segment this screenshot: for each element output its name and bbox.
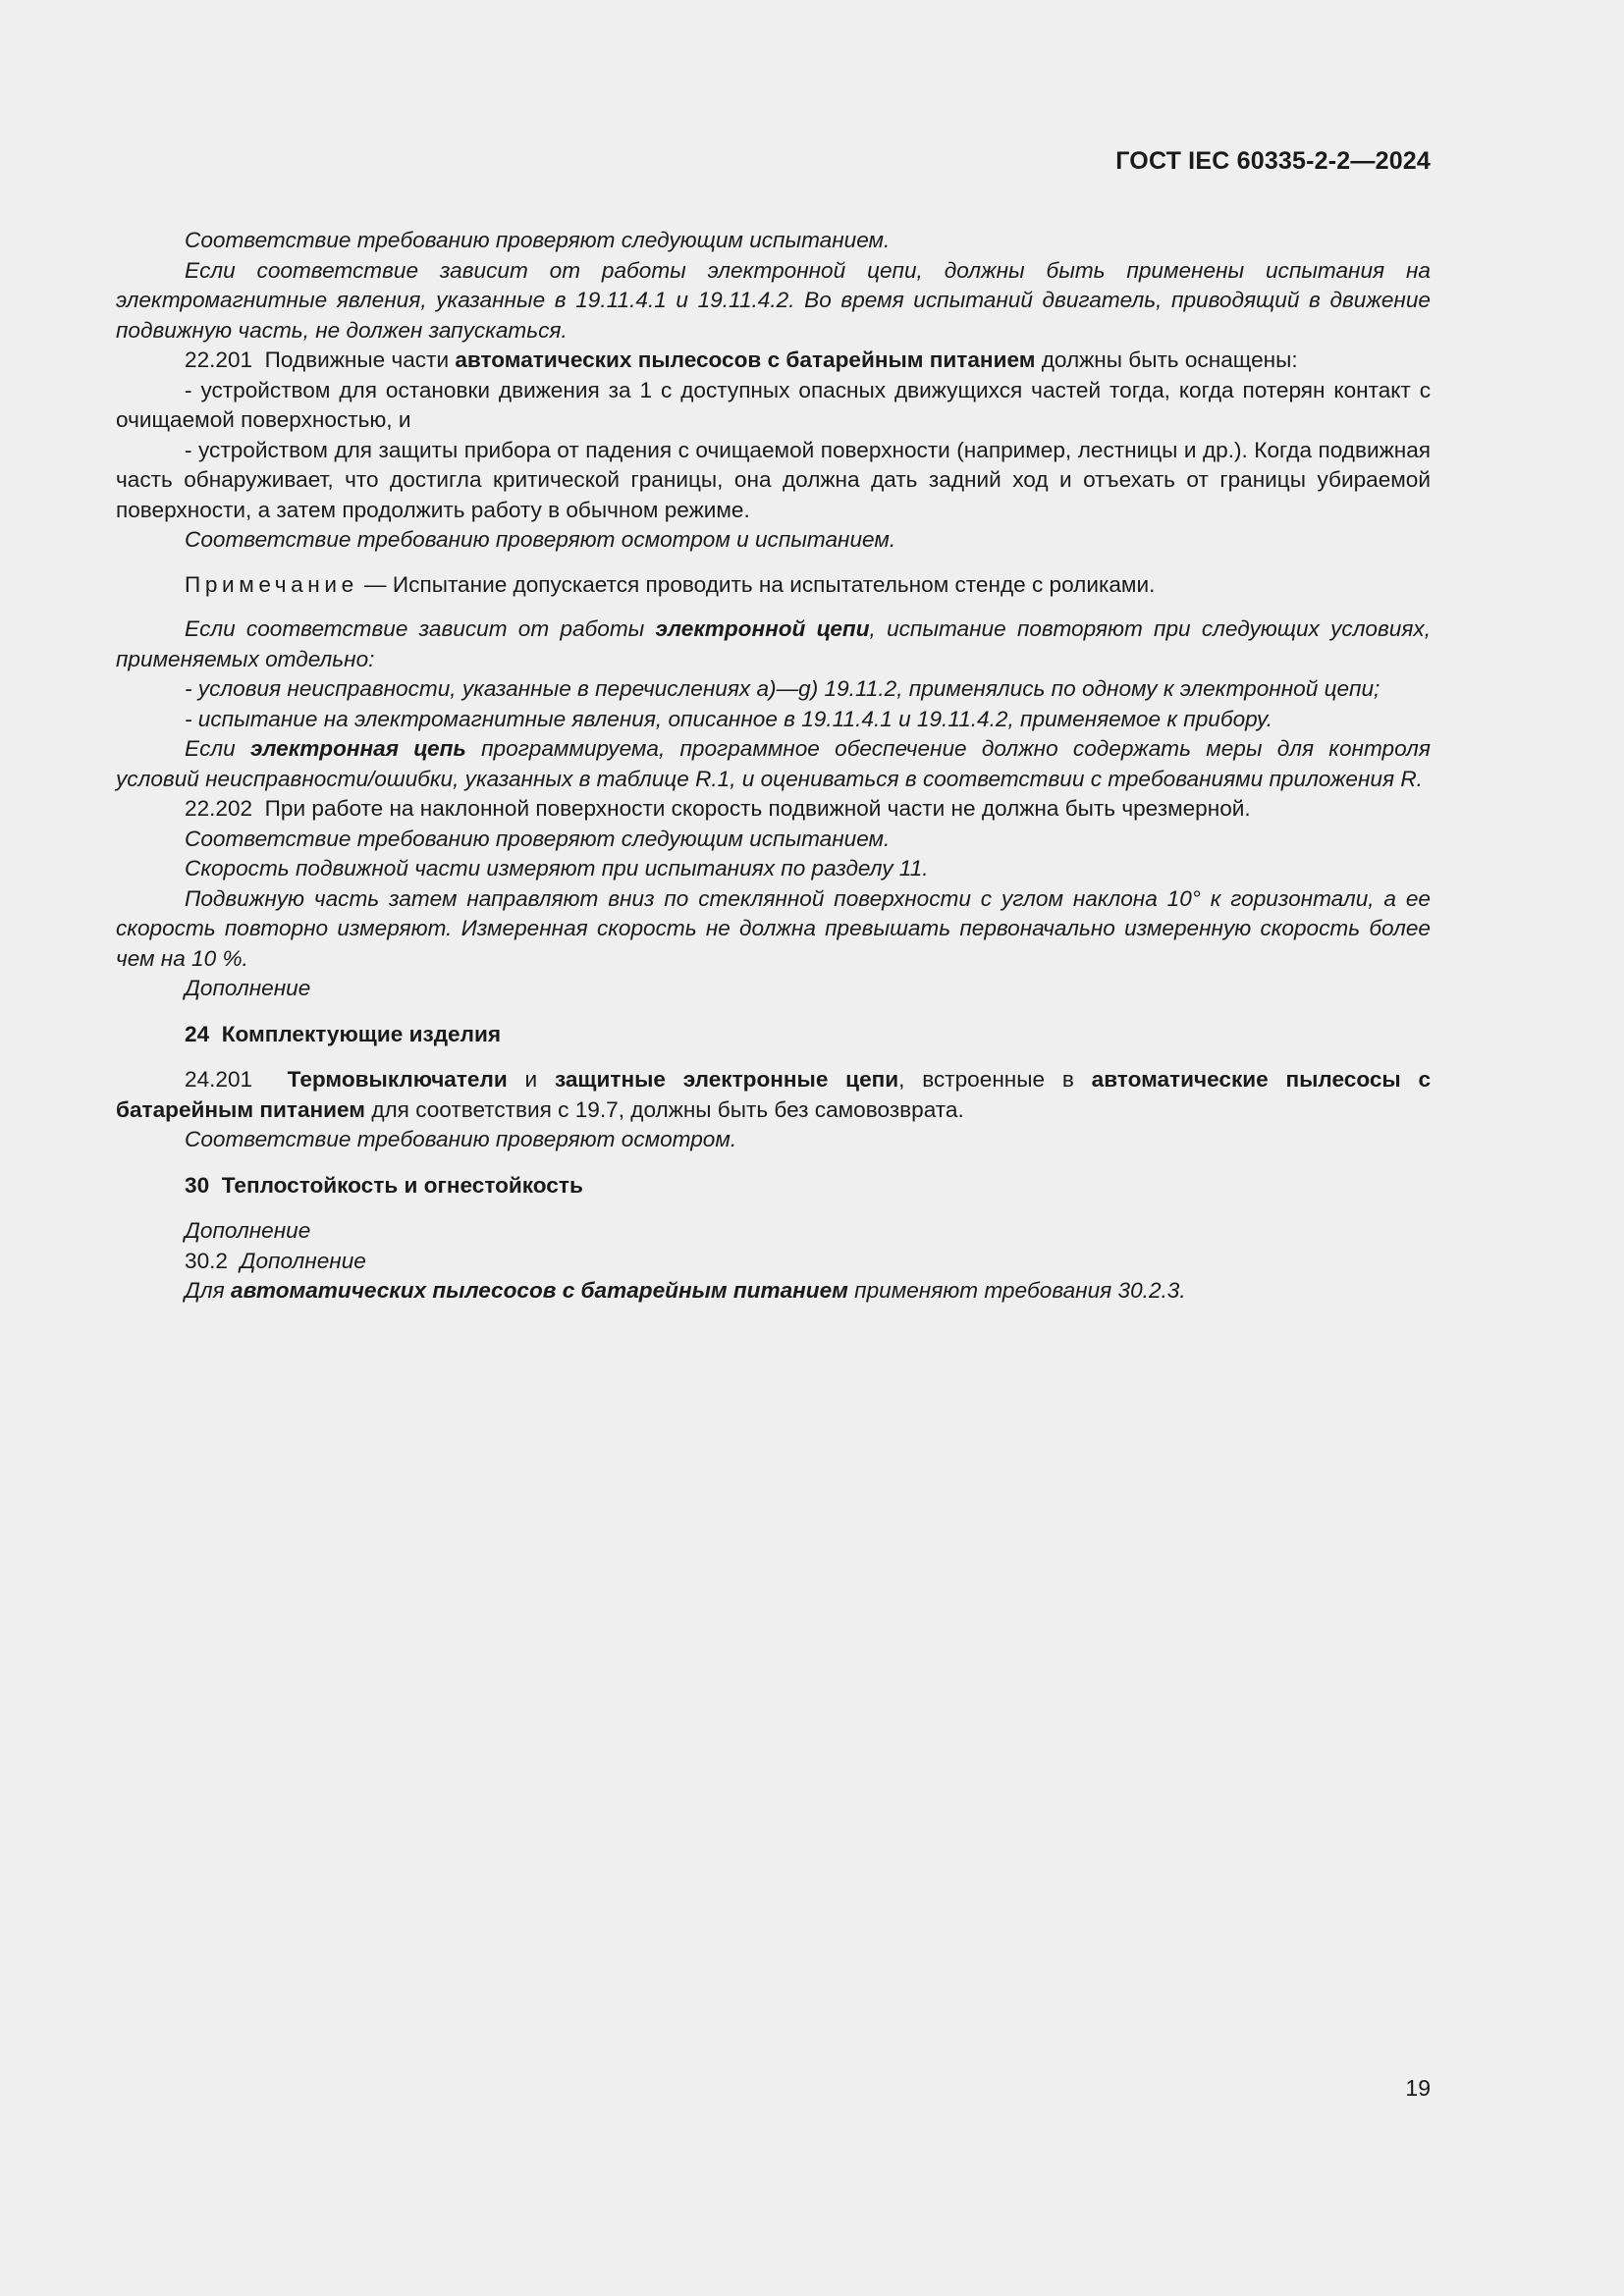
section-title: Теплостойкость и огнестойкость	[221, 1172, 583, 1198]
paragraph: Подвижную часть затем направляют вниз по стеклянной поверхности с углом наклона 10° к горизонтали, а ее скорость повторно измеряют. Измеренная скорость не должна превышать первоначально измеренную скорость более чем на 10 %.	[116, 885, 1431, 971]
paragraph: Соответствие требованию проверяют осмотром.	[185, 1127, 737, 1151]
clause-22-202	[116, 794, 1431, 825]
list-item: - испытание на электромагнитные явления, описанное в 19.11.4.1 и 19.11.4.2, применяемое к прибору.	[185, 706, 1273, 731]
defined-term: электронной цепи	[655, 616, 870, 641]
note-label: Примечание	[185, 571, 358, 597]
clause-number: 24.201	[185, 1067, 253, 1092]
text-run: Если соответствие зависит от работы	[185, 616, 645, 641]
defined-term: защитные электронные цепи	[554, 1067, 899, 1092]
text-run: применяют требования 30.2.3.	[854, 1278, 1186, 1303]
defined-term: электронная цепь	[249, 736, 466, 761]
text-run: Если	[185, 736, 236, 761]
clause-number: 30.2	[185, 1248, 228, 1273]
list-item: - устройством для защиты прибора от падения с очищаемой поверхности (например, лестницы и др.). Когда подвижная часть обнаруживает, что достигла критической границы, она должна дать задний ход и отъехать от границы убираемой поверхности, а затем продолжить работу в обычном режиме.	[116, 437, 1431, 522]
defined-term: автоматические пылесосы с батарейным питанием	[116, 1067, 1432, 1122]
list-item: - условия неисправности, указанные в перечислениях a)—g) 19.11.2, применялись по одному к электронной цепи;	[185, 676, 1380, 701]
defined-term: Термовыключатели	[287, 1067, 508, 1092]
note	[116, 570, 1431, 601]
paragraph: Дополнение	[185, 976, 311, 1000]
paragraph: Соответствие требованию проверяют осмотром и испытанием.	[185, 527, 896, 552]
paragraph: Соответствие требованию проверяют следующим испытанием.	[185, 826, 891, 851]
text-run: , встроенные в	[898, 1067, 1074, 1092]
clause-30-2	[116, 1247, 1431, 1277]
clause-number: 22.201	[185, 347, 253, 372]
text-run: Для	[185, 1278, 225, 1303]
text-run: При работе на наклонной поверхности скорость подвижной части не должна быть чрезмерной.	[264, 796, 1251, 821]
paragraph	[116, 734, 1431, 794]
clause-number: 22.202	[185, 796, 253, 821]
text-run: должны быть оснащены:	[1041, 347, 1298, 372]
text-run: и	[524, 1067, 538, 1092]
defined-term: автоматических пылесосов с батарейным питанием	[231, 1278, 848, 1303]
page-number: 19	[1405, 2075, 1431, 2101]
section-heading-30	[116, 1171, 1431, 1201]
paragraph	[116, 614, 1431, 674]
paragraph: Дополнение	[185, 1218, 311, 1243]
paragraph: Скорость подвижной части измеряют при испытаниях по разделу 11.	[185, 856, 929, 881]
text-run: программируема, программное обеспечение должно содержать меры для контроля условий неисправности/ошибки, указанных в таблице R.1, и оцениваться в соответствии с требованиями приложения R.	[116, 736, 1431, 791]
note-text: — Испытание допускается проводить на испытательном стенде с роликами.	[357, 571, 1156, 597]
section-heading-24	[116, 1020, 1431, 1050]
clause-24-201	[116, 1065, 1431, 1125]
text-run: Подвижные части	[264, 347, 450, 372]
section-title: Комплектующие изделия	[221, 1021, 502, 1046]
paragraph: Если соответствие зависит от работы электронной цепи, должны быть применены испытания на электромагнитные явления, указанные в 19.11.4.1 и 19.11.4.2. Во время испытаний двигатель, приводящий в движение подвижную часть, не должен запускаться.	[116, 257, 1431, 343]
paragraph	[116, 1276, 1431, 1307]
defined-term: автоматических пылесосов с батарейным питанием	[455, 347, 1036, 372]
paragraph: Соответствие требованию проверяют следующим испытанием.	[185, 228, 891, 252]
text-run: Дополнение	[240, 1248, 366, 1273]
clause-22-201	[116, 346, 1431, 376]
page-body	[116, 226, 1431, 1307]
text-run: , испытание повторяют при следующих условиях, применяемых отдельно:	[116, 616, 1431, 671]
section-number: 30	[185, 1172, 210, 1198]
text-run: для соответствия с 19.7, должны быть без самовозврата.	[371, 1096, 964, 1122]
section-number: 24	[185, 1021, 210, 1046]
list-item: - устройством для остановки движения за 1 с доступных опасных движущихся частей тогда, когда потерян контакт с очищаемой поверхностью, и	[116, 377, 1431, 432]
standard-header: ГОСТ IEC 60335-2-2—2024	[1115, 147, 1431, 175]
